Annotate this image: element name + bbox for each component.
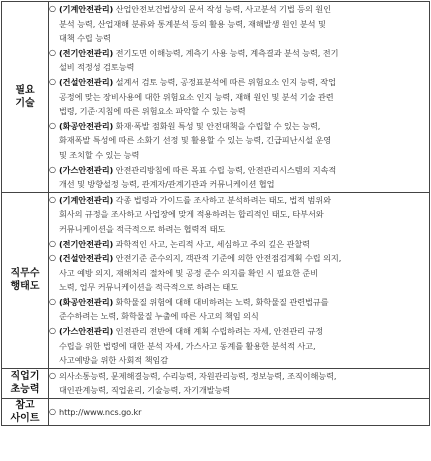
item-line [59, 339, 429, 354]
item-category: (가스안전관리) [59, 326, 114, 337]
row-label [2, 399, 49, 426]
bullet-icon: ○ [49, 76, 56, 86]
item-text: 인전관리 전반에 대해 계획 수립하려는 자세, 안전관리 규정 [113, 326, 324, 337]
item-text: 산업안전보건법상의 문서 작성 능력, 사고분석 기법 등의 원인 [113, 4, 331, 14]
item-line [59, 17, 429, 32]
item-line [59, 104, 429, 119]
row-label-line: 참고 [15, 400, 35, 412]
bullet-icon: ○ [49, 4, 56, 13]
bullet-icon: ○ [49, 194, 56, 204]
item-line [59, 177, 429, 192]
bullet-icon: ○ [49, 326, 56, 336]
item-line [59, 309, 429, 324]
item-category: (화공안전관리) [59, 120, 114, 131]
item-text: 대책 수립 능력 [59, 33, 111, 44]
bullet-icon: ○ [49, 47, 56, 57]
bullet-icon: ○ [49, 164, 56, 174]
bullet-icon: ○ [49, 120, 56, 130]
row-content [49, 2, 430, 193]
item-line [59, 369, 429, 384]
item-line [59, 163, 429, 178]
item-text: 분석 능력, 산업재해 분류와 통계분석 등의 활용 능력, 재해발생 원인 분석 및 [59, 18, 326, 29]
item-text: 과학적인 사고, 논리적 사고, 세심하고 주의 깊은 관찰력 [113, 238, 310, 249]
bullet-icon: ○ [49, 253, 56, 263]
item-category: (화공안전관리) [59, 296, 114, 307]
item-text: 각종 법령과 가이드를 조사하고 분석하려는 태도, 법적 범위와 [113, 194, 331, 205]
list-item [49, 193, 429, 237]
item-text: 전기도면 이해능력, 계측기 사용 능력, 계측결과 분석 능력, 전기 [113, 47, 339, 58]
item-line [59, 237, 429, 252]
item-line [59, 405, 429, 420]
item-text: 수립을 위한 법령에 대한 분석 자세, 가스사고 동계를 활용한 분석적 사고, [59, 340, 316, 351]
item-line [59, 324, 429, 339]
item-text: 커뮤니케이션을 적극적으로 하려는 협력적 태도 [59, 223, 226, 234]
reference-site-row [2, 399, 430, 426]
row-label [2, 2, 49, 193]
item-line [59, 353, 429, 368]
item-line [59, 119, 429, 134]
row-label-line: 사이트 [10, 413, 40, 425]
bullet-icon: ○ [49, 238, 56, 248]
item-line [59, 383, 429, 398]
item-line [59, 31, 429, 46]
item-text: 화학물질 위험에 대해 대비하려는 노력, 화학물질 관련법규를 [113, 296, 329, 307]
item-category: (건설안전관리) [59, 76, 114, 87]
list-item [49, 405, 429, 420]
competency-table [1, 1, 430, 426]
item-line [59, 193, 429, 208]
row-content [49, 399, 430, 426]
item-text: 법령, 기준·지침에 따른 위험요소 파악할 수 있는 능력 [59, 106, 246, 117]
item-text: 노력, 업무 커뮤니케이션을 적극적으로 하려는 태도 [59, 282, 239, 293]
item-text: 안전기준 준수의지, 객관적 기준에 의한 안전점검계획 수립 의지, [113, 253, 342, 264]
item-line [59, 148, 429, 163]
item-line [59, 266, 429, 281]
item-category: (전기안전관리) [59, 47, 114, 58]
bullet-icon: ○ [49, 370, 56, 380]
row-label [2, 368, 49, 398]
item-text: 회사의 규정을 조사하고 사업장에 맞게 적용하려는 합리적인 태도, 타부서와 [59, 209, 324, 220]
list-item [49, 163, 429, 192]
list-item [49, 369, 429, 398]
item-line [59, 280, 429, 295]
job-attitude-row [2, 192, 430, 368]
item-text: 사고예방을 위한 사회적 책임감 [59, 355, 169, 366]
row-label-line: 초능력 [10, 384, 40, 396]
item-text: 화재·폭발 점화원 특성 및 안전대책을 수립할 수 있는 능력, [113, 120, 321, 131]
item-line [59, 60, 429, 75]
row-label-line: 필요 [15, 84, 35, 96]
item-category: (기계안전관리) [59, 194, 114, 205]
list-item [49, 237, 429, 252]
list-item [49, 295, 429, 324]
row-label-line: 직업기 [10, 371, 40, 383]
item-line [59, 222, 429, 237]
item-line [59, 207, 429, 222]
list-item [49, 251, 429, 295]
item-line [59, 90, 429, 105]
row-label-line: 기술 [15, 97, 35, 109]
item-text[interactable]: http://www.ncs.go.kr [59, 406, 142, 417]
item-text: 안전관리방침에 따른 목표 수립 능력, 안전관리시스템의 지속적 [113, 164, 337, 175]
item-category: (가스안전관리) [59, 164, 114, 175]
basic-competency-row [2, 368, 430, 398]
row-content [49, 192, 430, 368]
item-category: (기계안전관리) [59, 4, 114, 14]
row-label-line: 행태도 [10, 281, 40, 293]
item-text: 의사소통능력, 문제해결능력, 수리능력, 자원관리능력, 정보능력, 조직이해능력, [59, 370, 337, 381]
item-category: (건설안전관리) [59, 253, 114, 264]
item-text: 사고 예방 의지, 재해처리 절차에 및 공정 준수 의지를 확인 시 필요한 준비 [59, 267, 318, 278]
item-text: 공정에 맞는 장비사용에 대한 위험요소 인지 능력, 재해 원인 및 분석 기술 관련 [59, 91, 334, 102]
item-text: 설비 적정성 검토능력 [59, 62, 135, 73]
list-item [49, 46, 429, 75]
item-line [59, 295, 429, 310]
item-category: (전기안전관리) [59, 238, 114, 249]
bullet-icon: ○ [49, 296, 56, 306]
item-text: 대인관계능력, 직업윤리, 기술능력, 자기개발능력 [59, 385, 231, 396]
list-item [49, 119, 429, 163]
item-text: 및 조치할 수 있는 능력 [59, 149, 140, 160]
item-text: 준수하려는 노력, 화학물질 누출에 따른 사고의 책임 의식 [59, 311, 259, 322]
item-line [59, 75, 429, 90]
item-text: 화재폭발 특성에 따른 소화기 선정 및 활용할 수 있는 능력, 긴급피난시설 운영 [59, 135, 332, 146]
bullet-icon: ○ [49, 406, 56, 416]
row-label [2, 192, 49, 368]
list-item [49, 324, 429, 368]
item-text: 개선 및 방향설정 능력, 관계자/관계기관과 커뮤니케이션 협업 [59, 179, 275, 190]
item-line [59, 2, 429, 17]
row-label-line: 직무수 [10, 268, 40, 280]
list-item [49, 75, 429, 119]
row-content [49, 368, 430, 398]
required-skills-row [2, 2, 430, 193]
item-line [59, 133, 429, 148]
item-text: 설계서 검토 능력, 공정표분석에 따른 위험요소 인지 능력, 작업 [113, 76, 336, 87]
item-line [59, 251, 429, 266]
list-item [49, 2, 429, 46]
item-line [59, 46, 429, 61]
ncs-competency-document [1, 1, 430, 460]
